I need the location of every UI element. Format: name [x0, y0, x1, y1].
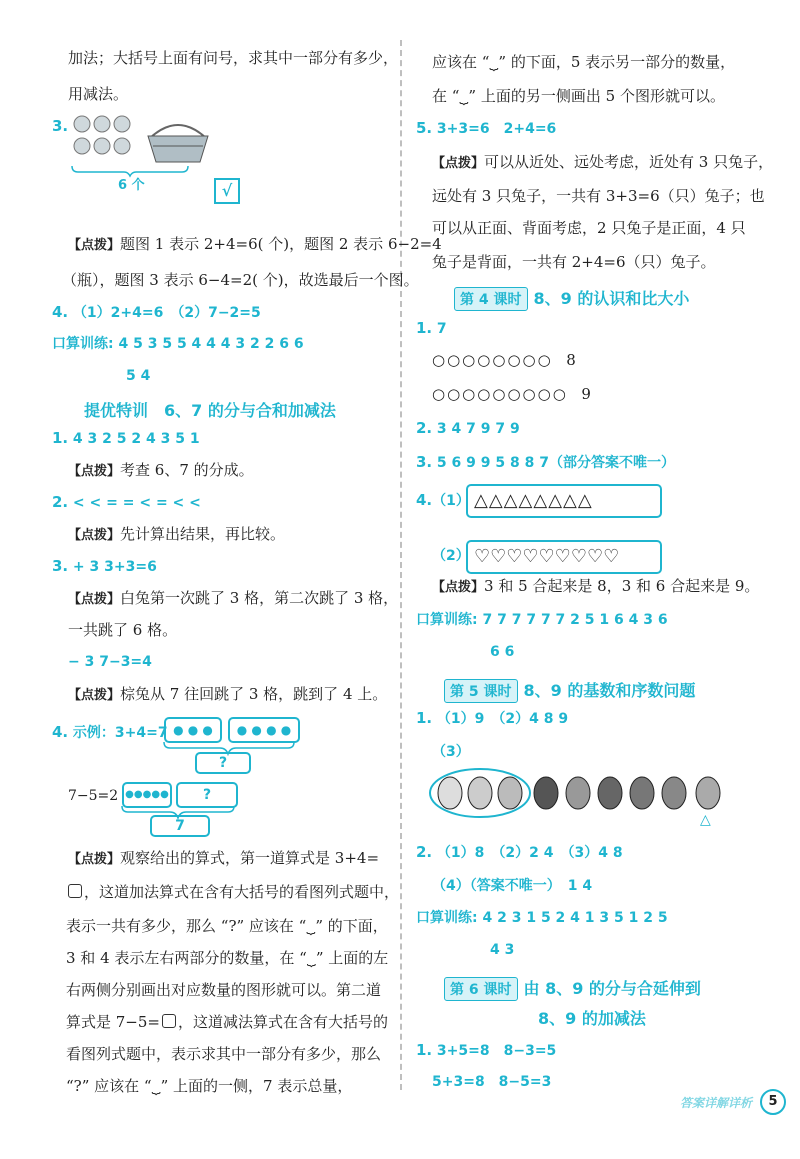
dots-box: ● ● ●	[164, 717, 222, 743]
question-number: 2.	[416, 843, 433, 861]
tip-line	[68, 684, 387, 706]
tip-text: 白兔第一次跳了 3 格，第二次跳了 3 格，	[120, 589, 399, 607]
answer-text: 4 3 2 5 2 4 3 5 1	[72, 431, 200, 447]
answer-text: + 3 3+3=6	[72, 559, 157, 575]
page-number: 5	[760, 1089, 786, 1115]
oral-answers: 4 5 3 5 5 4 4 4 3 2 2 6 6	[118, 336, 304, 352]
tip-line: 一共跳了 6 格。	[68, 621, 178, 639]
answer-text: 3+3=6 2+4=6	[436, 121, 557, 137]
lesson-badge: 第 4 课时	[454, 287, 528, 311]
oral-training	[416, 908, 668, 928]
oral-label: 口算训练:	[416, 910, 478, 926]
oral-label: 口算训练:	[52, 336, 114, 352]
tip-text: 3 和 5 合起来是 8，3 和 6 合起来是 9。	[484, 577, 760, 595]
answer-line	[52, 302, 261, 323]
tip-line	[432, 576, 759, 598]
lesson-5-heading	[444, 678, 695, 703]
answer-line	[416, 452, 675, 473]
tip-line: （瓶），题图 3 表示 6−4=2( 个)，故选最后一个图。	[62, 271, 419, 289]
question-number: 3.	[52, 117, 69, 135]
text-line: 应该在 “⏟” 的下面，5 表示另一部分的数量，	[432, 53, 736, 71]
oral-answers: 5 4	[126, 368, 151, 384]
circles-icon: ○○○○○○○○○	[432, 385, 568, 403]
tip-tag: 【点拨】	[68, 852, 121, 867]
example-label: 示例：3+4=7	[72, 725, 168, 741]
tip-text: 题图 1 表示 2+4=6( 个)，题图 2 表示 6−2=4	[120, 235, 442, 253]
tip-text: 观察给出的算式，第一道算式是 3+4=	[120, 849, 380, 867]
count-value: 8	[566, 351, 578, 369]
answer-line	[52, 722, 168, 743]
tip-line: 表示一共有多少，那么 “?” 应该在 “⏟” 的下面，	[66, 917, 388, 935]
lesson-4-heading	[454, 286, 689, 311]
tip-tag: 【点拨】	[432, 156, 485, 171]
answer-line	[416, 490, 470, 511]
tip-line	[432, 152, 773, 174]
answer-line	[416, 118, 556, 139]
hearts-box: ♡♡♡♡♡♡♡♡♡	[466, 540, 662, 574]
question-number: 4.	[52, 303, 69, 321]
oral-training	[52, 334, 304, 354]
lesson-badge: 第 5 课时	[444, 679, 518, 703]
question-number: 1.	[416, 1041, 433, 1059]
answer-text: 5 6 9 9 5 8 8 7（部分答案不唯一）	[436, 455, 675, 471]
column-divider	[400, 40, 402, 1090]
question-number: 3.	[416, 453, 433, 471]
oral-training	[416, 610, 668, 630]
equation: 7−5=2	[68, 788, 119, 804]
tip-text: ，这道减法算式在含有大括号的	[178, 1013, 389, 1031]
triangle-marker: △	[700, 812, 711, 828]
tip-tag: 【点拨】	[68, 238, 121, 253]
tip-line	[68, 848, 379, 870]
tip-tag: 【点拨】	[68, 464, 121, 479]
answer-line	[52, 492, 201, 513]
tip-line: 3 和 4 表示左右两部分的数量，在 “⏟” 上面的左	[66, 949, 389, 967]
tip-text: 考查 6、7 的分成。	[120, 461, 254, 479]
tip-line: 看图列式题中，表示求其中一部分有多少，那么	[66, 1045, 382, 1063]
part-label: （3）	[432, 744, 470, 760]
question-number: 3.	[52, 557, 69, 575]
lesson-title: 8、9 的加减法	[538, 1009, 646, 1028]
answer-text: （1）9 （2）4 8 9	[436, 711, 569, 727]
answer-line	[52, 556, 157, 577]
question-box: ?	[176, 782, 238, 808]
tip-line	[68, 588, 398, 610]
dots-box: ● ● ● ●	[228, 717, 300, 743]
tip-text: 棕兔从 7 往回跳了 3 格，跳到了 4 上。	[120, 685, 388, 703]
triangles-box: △△△△△△△△	[466, 484, 662, 518]
lesson-title: 8、9 的认识和比大小	[533, 289, 690, 308]
answer-line	[416, 708, 568, 729]
answer-line	[416, 318, 447, 339]
tip-line	[66, 882, 399, 902]
text-line: 用减法。	[68, 85, 129, 103]
answer-text: 7	[436, 321, 447, 337]
basket-icon	[148, 125, 208, 162]
question-box: ?	[195, 752, 251, 774]
answer-line	[416, 418, 520, 439]
count-label: 6 个	[118, 178, 145, 193]
oral-answers: 7 7 7 7 7 7 2 5 1 6 4 3 6	[482, 612, 668, 628]
tip-tag: 【点拨】	[68, 592, 121, 607]
question-number: 2.	[52, 493, 69, 511]
tip-line: 可以从正面、背面考虑，2 只兔子是正面，4 只	[432, 219, 746, 237]
part-label: （2）	[432, 548, 470, 564]
answer-line	[52, 428, 200, 449]
part-label: （1）	[432, 493, 470, 509]
answer-text: 3 4 7 9 7 9	[436, 421, 520, 437]
tip-line	[68, 524, 285, 546]
circles-icon: ○○○○○○○○	[432, 351, 553, 369]
count-value: 9	[581, 385, 593, 403]
tip-text: ，这道加法算式在含有大括号的看图列式题中，	[84, 883, 400, 901]
tip-text: 可以从近处、远处考虑，近处有 3 只兔子，	[484, 153, 774, 171]
question-number: 1.	[416, 319, 433, 337]
text-line: 加法；大括号上面有问号，求其中一部分有多少，	[68, 49, 399, 67]
tip-line: 远处有 3 只兔子，一共有 3+3=6（只）兔子；也	[432, 187, 765, 205]
tip-line	[68, 234, 442, 256]
oral-answers: 6 6	[490, 644, 515, 660]
answer-text: < < = = < = < <	[72, 495, 201, 511]
answer-line	[416, 1040, 556, 1061]
mask-icon	[438, 777, 720, 809]
question-number: 1.	[52, 429, 69, 447]
question-number: 5.	[416, 119, 433, 137]
circles-row	[432, 384, 593, 404]
oral-label: 口算训练:	[416, 612, 478, 628]
section-title: 提优特训 6、7 的分与合和加减法	[84, 401, 336, 420]
lesson-6-heading	[444, 976, 701, 1001]
tip-tag: 【点拨】	[68, 528, 121, 543]
answer-text: 5+3=8 8−5=3	[432, 1074, 552, 1090]
question-number: 4.	[52, 723, 69, 741]
answer-text: 3+5=8 8−3=5	[436, 1043, 557, 1059]
answer-text: （1）2+4=6 （2）7−2=5	[72, 305, 261, 321]
tip-line	[68, 460, 254, 482]
tip-line: 右两侧分别画出对应数量的图形就可以。第二道	[66, 981, 382, 999]
question-number: 1.	[416, 709, 433, 727]
footer-label: 答案详解详析	[679, 1096, 752, 1110]
question-number: 4.	[416, 491, 433, 509]
tip-tag: 【点拨】	[432, 580, 485, 595]
lesson-title: 8、9 的基数和序数问题	[523, 681, 696, 700]
oral-answers: 4 2 3 1 5 2 4 1 3 5 1 2 5	[482, 910, 668, 926]
tip-text: 先计算出结果，再比较。	[120, 525, 286, 543]
tip-line	[66, 1012, 388, 1032]
answer-text: − 3 7−3=4	[68, 654, 152, 670]
brace-icon	[72, 166, 188, 176]
oral-answers: 4 3	[490, 942, 515, 958]
total-box: 7	[150, 815, 210, 837]
lesson-badge: 第 6 课时	[444, 977, 518, 1001]
answer-text: （1）8 （2）2 4 （3）4 8	[436, 845, 623, 861]
question-number: 2.	[416, 419, 433, 437]
answer-text: （4）（答案不唯一） 1 4	[432, 878, 593, 894]
blank-square-icon	[68, 884, 82, 898]
dots-box: ●●●●●	[122, 782, 172, 808]
tip-line: “?” 应该在 “⏟” 上面的一侧，7 表示总量，	[66, 1077, 353, 1095]
check-box: √	[214, 178, 240, 204]
lesson-title: 由 8、9 的分与合延伸到	[523, 979, 701, 998]
blank-square-icon	[162, 1014, 176, 1028]
answer-line	[416, 842, 623, 863]
shirts-icon	[74, 116, 130, 154]
tip-line: 兔子是背面，一共有 2+4=6（只）兔子。	[432, 253, 716, 271]
tip-text: 算式是 7−5=	[66, 1013, 160, 1031]
tip-tag: 【点拨】	[68, 688, 121, 703]
circles-row	[432, 350, 578, 370]
text-line: 在 “⏟” 上面的另一侧画出 5 个图形就可以。	[432, 87, 725, 105]
